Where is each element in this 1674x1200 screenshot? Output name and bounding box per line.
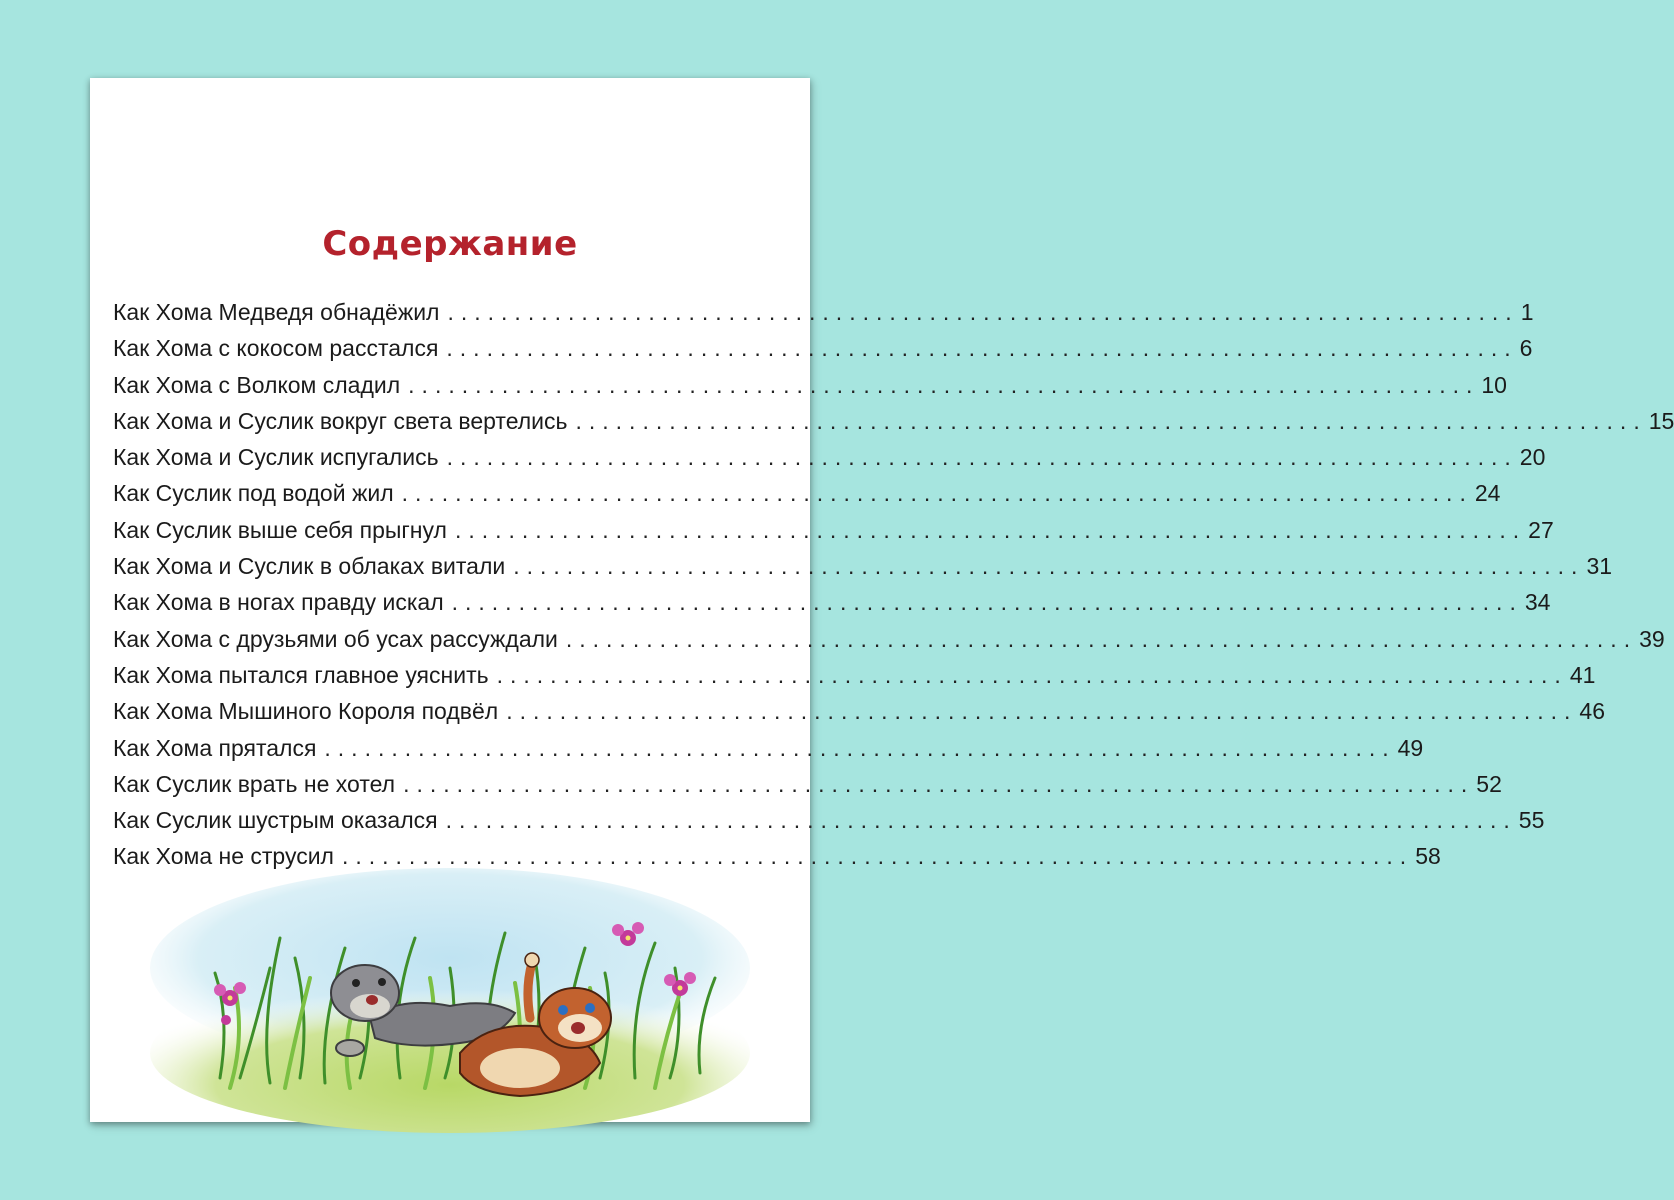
dot-leader: ................................................................................ [324, 734, 1396, 761]
dot-leader: ................................................................................ [451, 589, 1523, 616]
toc-entry-title: Как Хома с друзьями об усах рассуждали [113, 625, 558, 652]
toc-entry-page: 31 [1586, 553, 1613, 580]
toc-entry [113, 512, 1554, 548]
hamster-gopher-illustration [160, 878, 740, 1128]
toc-entry-title: Как Хома в ногах правду искал [113, 589, 444, 616]
dot-leader: ................................................................................ [341, 843, 1414, 870]
toc-entry [113, 693, 1605, 729]
toc-entry-page: 24 [1474, 480, 1501, 507]
toc-entry [113, 766, 1502, 802]
toc-entry-page: 1 [1520, 299, 1534, 325]
toc-entry-page: 41 [1569, 661, 1596, 688]
toc-entry-page: 20 [1519, 444, 1546, 471]
dot-leader: ................................................................................ [513, 553, 1585, 580]
toc-entry-title: Как Хома и Суслик испугались [113, 444, 439, 471]
toc-entry-title: Как Хома не струсил [113, 843, 334, 870]
toc-entry-page: 52 [1476, 770, 1502, 797]
dot-leader: ................................................................................ [454, 516, 1527, 543]
toc-entry-page: 10 [1481, 371, 1507, 398]
toc-entry-title: Как Хома и Суслик вокруг света вертелись [113, 407, 568, 434]
toc-entry [113, 403, 1674, 439]
toc-entry [113, 730, 1424, 766]
dot-leader: ................................................................................ [506, 698, 1578, 725]
dot-leader: ................................................................................ [408, 371, 1480, 398]
toc-entry-title: Как Хома Медведя обнадёжил [113, 299, 440, 325]
toc-entry-page: 15 [1648, 407, 1674, 434]
dot-leader: ................................................................................ [447, 299, 1519, 325]
toc-entry [113, 548, 1613, 584]
dot-leader: ................................................................................ [403, 770, 1475, 797]
toc-entry-page: 58 [1415, 843, 1441, 870]
book-page [90, 78, 1674, 1122]
dot-leader: ................................................................................ [496, 661, 1568, 688]
toc-entry [113, 330, 1533, 366]
dot-leader: ................................................................................ [575, 407, 1647, 434]
toc-entry [113, 621, 1665, 657]
dot-leader: ................................................................................ [446, 444, 1518, 471]
toc-entry-title: Как Суслик шустрым оказался [113, 807, 438, 834]
dot-leader: ................................................................................ [565, 625, 1638, 652]
toc-entry [113, 294, 1534, 330]
toc-entry [113, 439, 1546, 475]
table-of-contents [113, 294, 1674, 875]
toc-entry-page: 55 [1518, 807, 1545, 834]
dot-leader: ................................................................................ [445, 807, 1517, 834]
toc-entry-title: Как Суслик под водой жил [113, 480, 394, 507]
dot-leader: ................................................................................ [401, 480, 1473, 507]
toc-entry-title: Как Суслик врать не хотел [113, 770, 396, 797]
toc-entry-page: 34 [1524, 589, 1551, 616]
toc-entry-page: 6 [1519, 335, 1533, 362]
toc-entry-title: Как Суслик выше себя прыгнул [113, 516, 447, 543]
toc-entry-page: 39 [1639, 625, 1665, 652]
toc-entry-title: Как Хома прятался [113, 734, 317, 761]
toc-entry-page: 46 [1579, 698, 1605, 725]
toc-entry-title: Как Хома с Волком сладил [113, 371, 401, 398]
page-title: Содержание [322, 224, 578, 264]
dot-leader: ................................................................................ [446, 335, 1518, 362]
toc-entry-page: 49 [1397, 734, 1424, 761]
toc-entry [113, 657, 1596, 693]
toc-entry [113, 367, 1507, 403]
toc-entry [113, 475, 1501, 511]
toc-entry-title: Как Хома с кокосом расстался [113, 335, 439, 362]
toc-entry [113, 802, 1545, 838]
toc-entry-title: Как Хома Мышиного Короля подвёл [113, 698, 499, 725]
toc-entry-page: 27 [1528, 516, 1554, 543]
toc-entry-title: Как Хома пытался главное уяснить [113, 661, 489, 688]
toc-entry [113, 584, 1551, 620]
toc-entry-title: Как Хома и Суслик в облаках витали [113, 553, 506, 580]
